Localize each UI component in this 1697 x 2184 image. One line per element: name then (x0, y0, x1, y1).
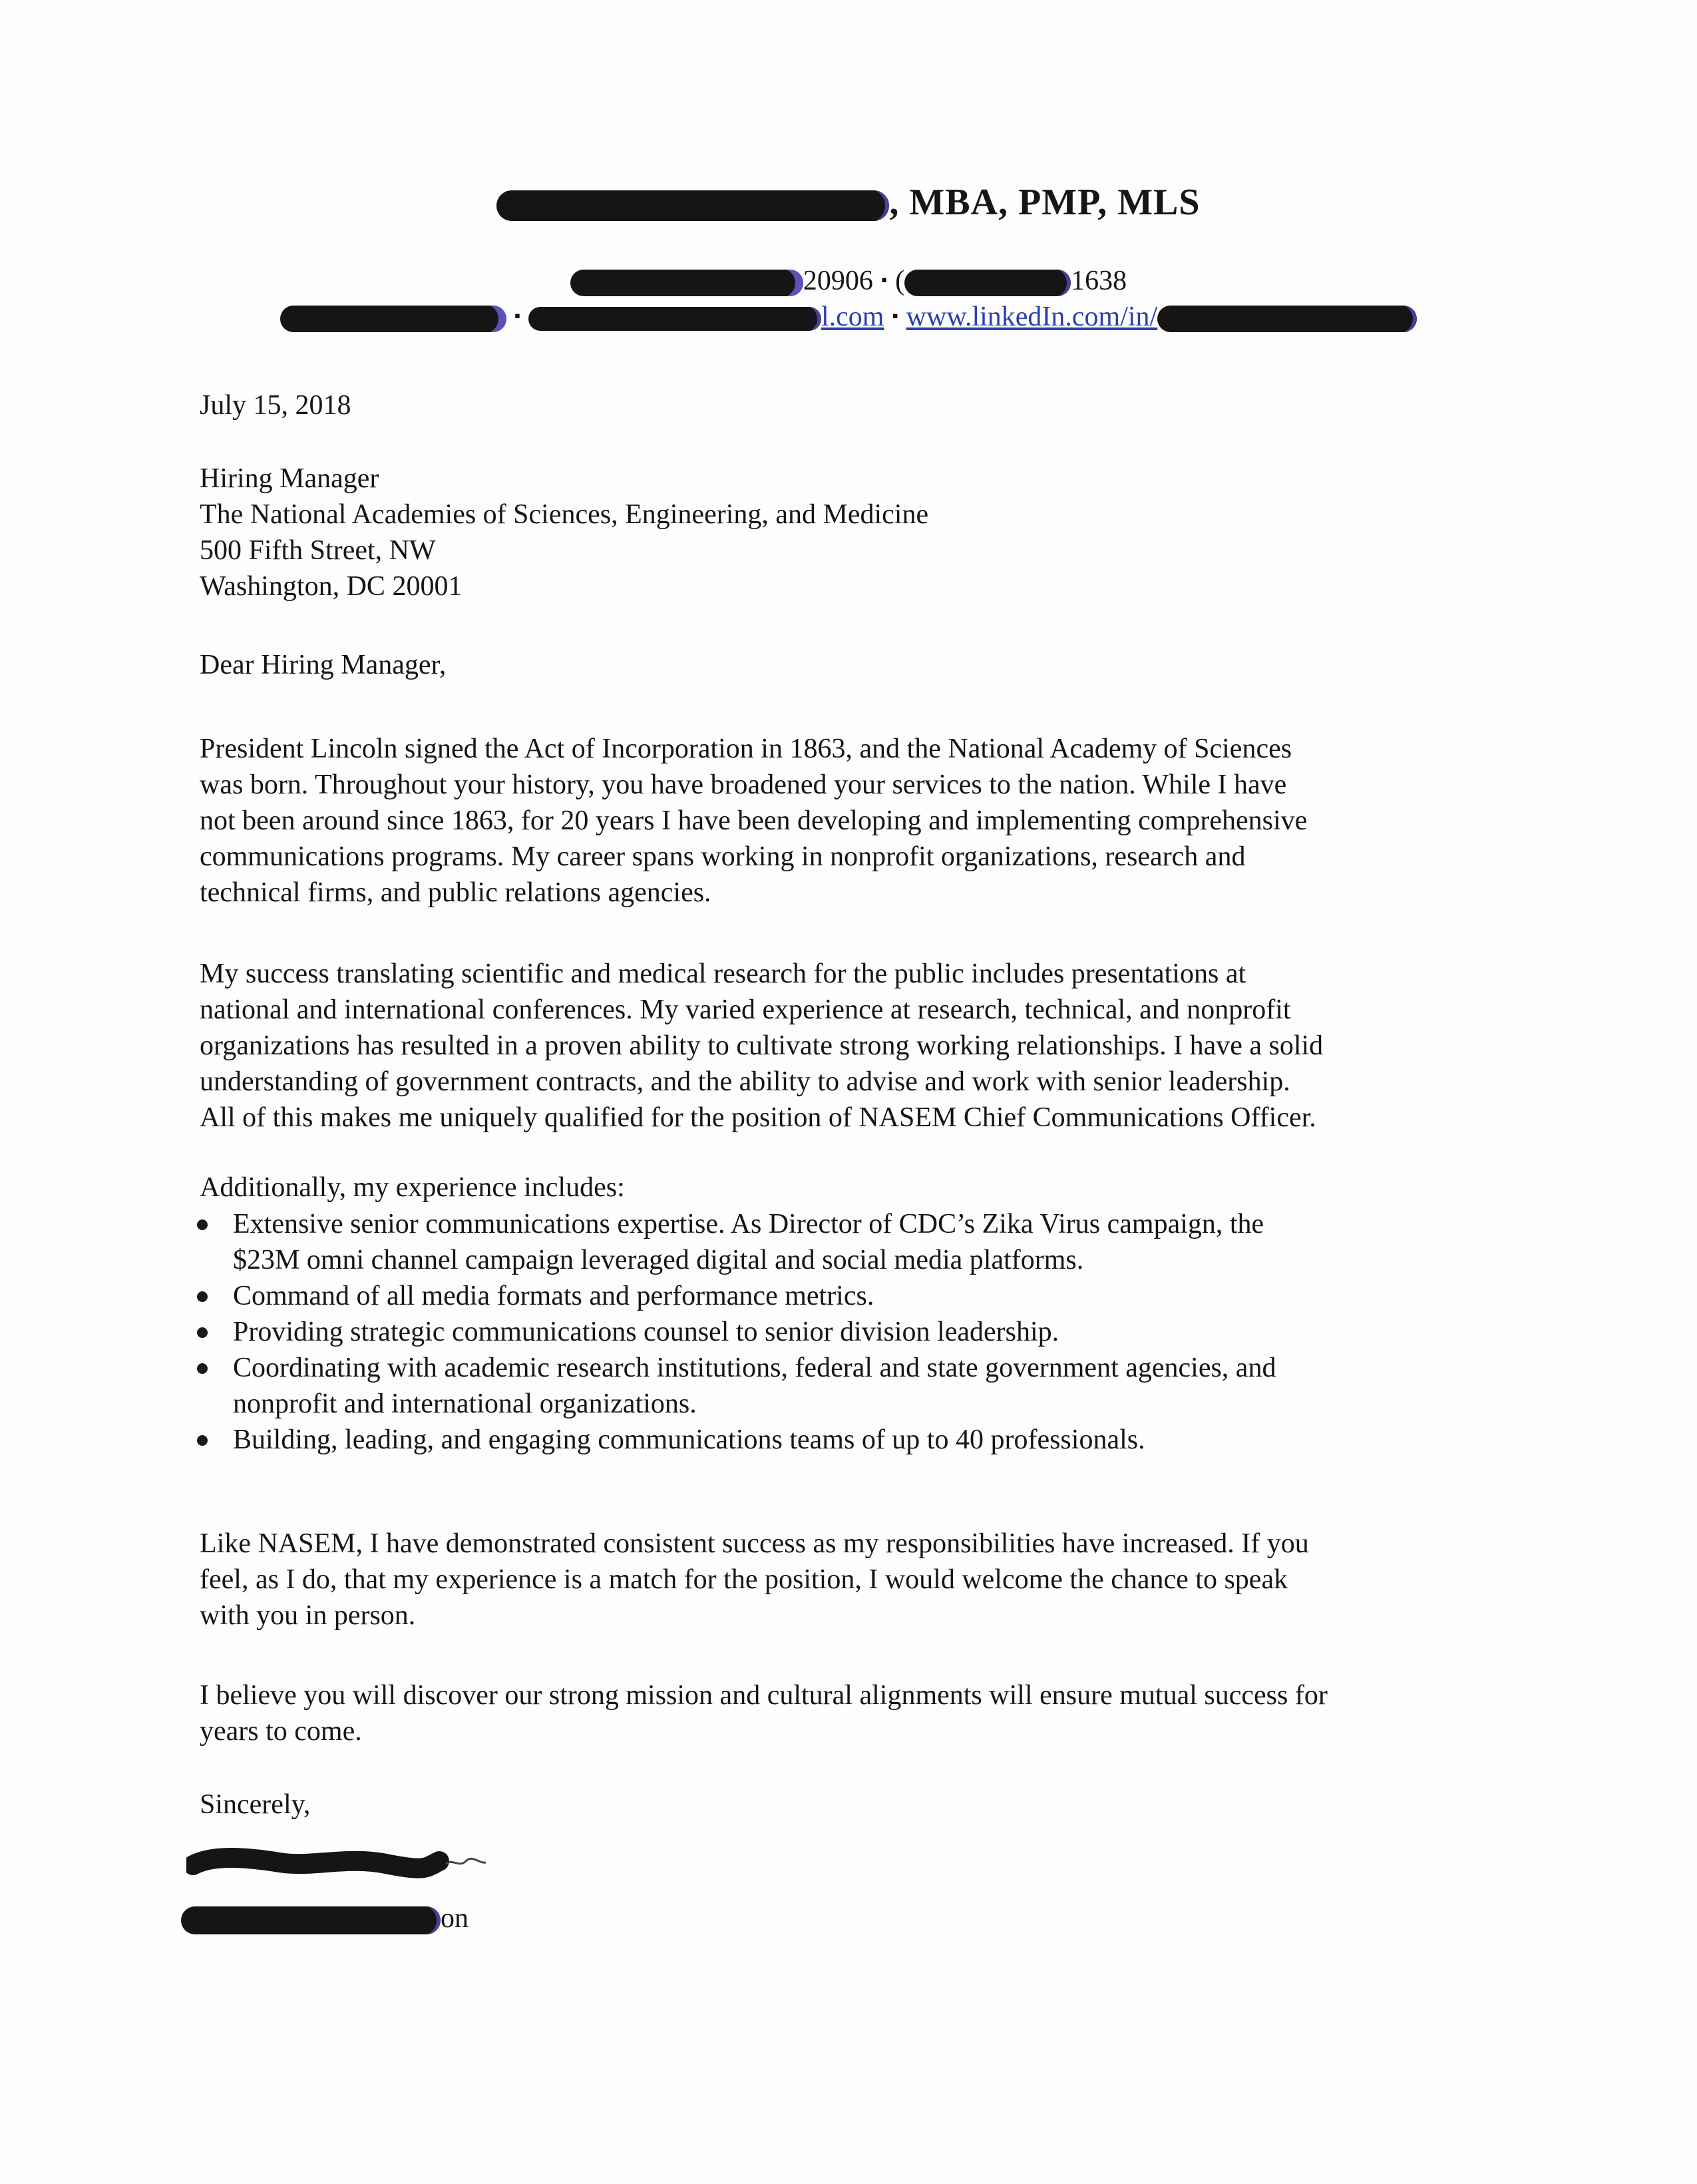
text-line: $23M omni channel campaign leveraged digital and social media platforms. (233, 1245, 1084, 1275)
text-line: nonprofit and international organizations. (233, 1389, 697, 1419)
email-tail: l.com (821, 302, 884, 332)
text-line: organizations has resulted in a proven ability to cultivate strong working relationships. I have a solid (200, 1030, 1324, 1061)
bullet-icon (197, 1219, 208, 1230)
bullet-icon (197, 1291, 208, 1302)
redacted-name (496, 190, 889, 221)
zip-code: 20906 (803, 266, 873, 296)
list-item (194, 1350, 1492, 1422)
list-item (194, 1422, 1492, 1458)
text-line: Command of all media formats and performance metrics. (233, 1281, 874, 1311)
text-line: national and international conferences. My varied experience at research, technical, and nonprofit (200, 994, 1291, 1025)
list-item (194, 1206, 1492, 1278)
text-line: Building, leading, and engaging communications teams of up to 40 professionals. (233, 1424, 1145, 1455)
email-link[interactable] (528, 302, 884, 332)
letterhead-name (0, 181, 1697, 224)
recipient-line: The National Academies of Sciences, Engineering, and Medicine (200, 499, 929, 530)
redacted-printed-name (181, 1906, 441, 1934)
recipient-address (200, 461, 1497, 604)
text-line: All of this makes me uniquely qualified for the position of NASEM Chief Communications Officer. (200, 1102, 1316, 1133)
text-line: understanding of government contracts, and the ability to advise and work with senior leadership. (200, 1066, 1290, 1097)
letterhead-online (0, 301, 1697, 333)
separator: ▪ (514, 306, 520, 326)
letter-date: July 15, 2018 (200, 390, 351, 421)
paragraph-3 (200, 1526, 1497, 1634)
text-line: years to come. (200, 1716, 362, 1747)
letterhead-address-phone (0, 265, 1697, 297)
printed-name-tail: on (441, 1903, 469, 1934)
text-line: Coordinating with academic research institutions, federal and state government agencies, and (233, 1353, 1276, 1383)
paragraph-1 (200, 731, 1497, 911)
recipient-line: Hiring Manager (200, 463, 379, 494)
redacted-signature (186, 1837, 492, 1884)
credentials: , MBA, PMP, MLS (889, 182, 1201, 223)
text-line: not been around since 1863, for 20 years I have been developing and implementing comprehensive (200, 805, 1308, 836)
paragraph-2 (200, 956, 1497, 1136)
paragraph-4 (200, 1677, 1497, 1749)
text-line: Extensive senior communications expertise. As Director of CDC’s Zika Virus campaign, the (233, 1209, 1264, 1239)
linkedin-link[interactable] (906, 302, 1417, 332)
text-line: I believe you will discover our strong mission and cultural alignments will ensure mutual success for (200, 1680, 1328, 1711)
redacted-linkedin-handle (1157, 306, 1417, 332)
redacted-email (528, 307, 821, 331)
salutation: Dear Hiring Manager, (200, 650, 447, 680)
printed-name (181, 1902, 469, 1934)
text-line: My success translating scientific and medical research for the public includes presentations at (200, 959, 1246, 989)
experience-intro: Additionally, my experience includes: (200, 1172, 625, 1203)
text-line: Providing strategic communications counsel to senior division leadership. (233, 1317, 1059, 1347)
text-line: with you in person. (200, 1600, 416, 1631)
redacted-phone (904, 270, 1071, 296)
text-line: communications programs. My career spans working in nonprofit organizations, research and (200, 841, 1246, 872)
redacted-city-state (570, 270, 803, 296)
linkedin-prefix: www.linkedIn.com/in/ (906, 302, 1158, 332)
text-line: President Lincoln signed the Act of Incorporation in 1863, and the National Academy of Sciences (200, 734, 1292, 764)
separator: ▪ (892, 306, 898, 326)
bullet-icon (197, 1327, 208, 1338)
text-line: technical firms, and public relations agencies. (200, 877, 711, 908)
recipient-line: 500 Fifth Street, NW (200, 535, 436, 566)
phone-open: ( (895, 266, 905, 296)
separator: ▪ (880, 270, 888, 290)
redacted-social-handle (280, 306, 506, 332)
list-item (194, 1314, 1492, 1350)
bullet-icon (197, 1363, 208, 1374)
phone-tail: 1638 (1071, 266, 1127, 296)
text-line: feel, as I do, that my experience is a match for the position, I would welcome the chance to speak (200, 1564, 1288, 1595)
bullet-icon (197, 1435, 208, 1446)
closing: Sincerely, (200, 1789, 311, 1820)
experience-list (194, 1206, 1492, 1458)
recipient-line: Washington, DC 20001 (200, 571, 463, 602)
text-line: Like NASEM, I have demonstrated consistent success as my responsibilities have increased. If you (200, 1528, 1309, 1559)
text-line: was born. Throughout your history, you have broadened your services to the nation. While I have (200, 769, 1287, 800)
list-item (194, 1278, 1492, 1314)
